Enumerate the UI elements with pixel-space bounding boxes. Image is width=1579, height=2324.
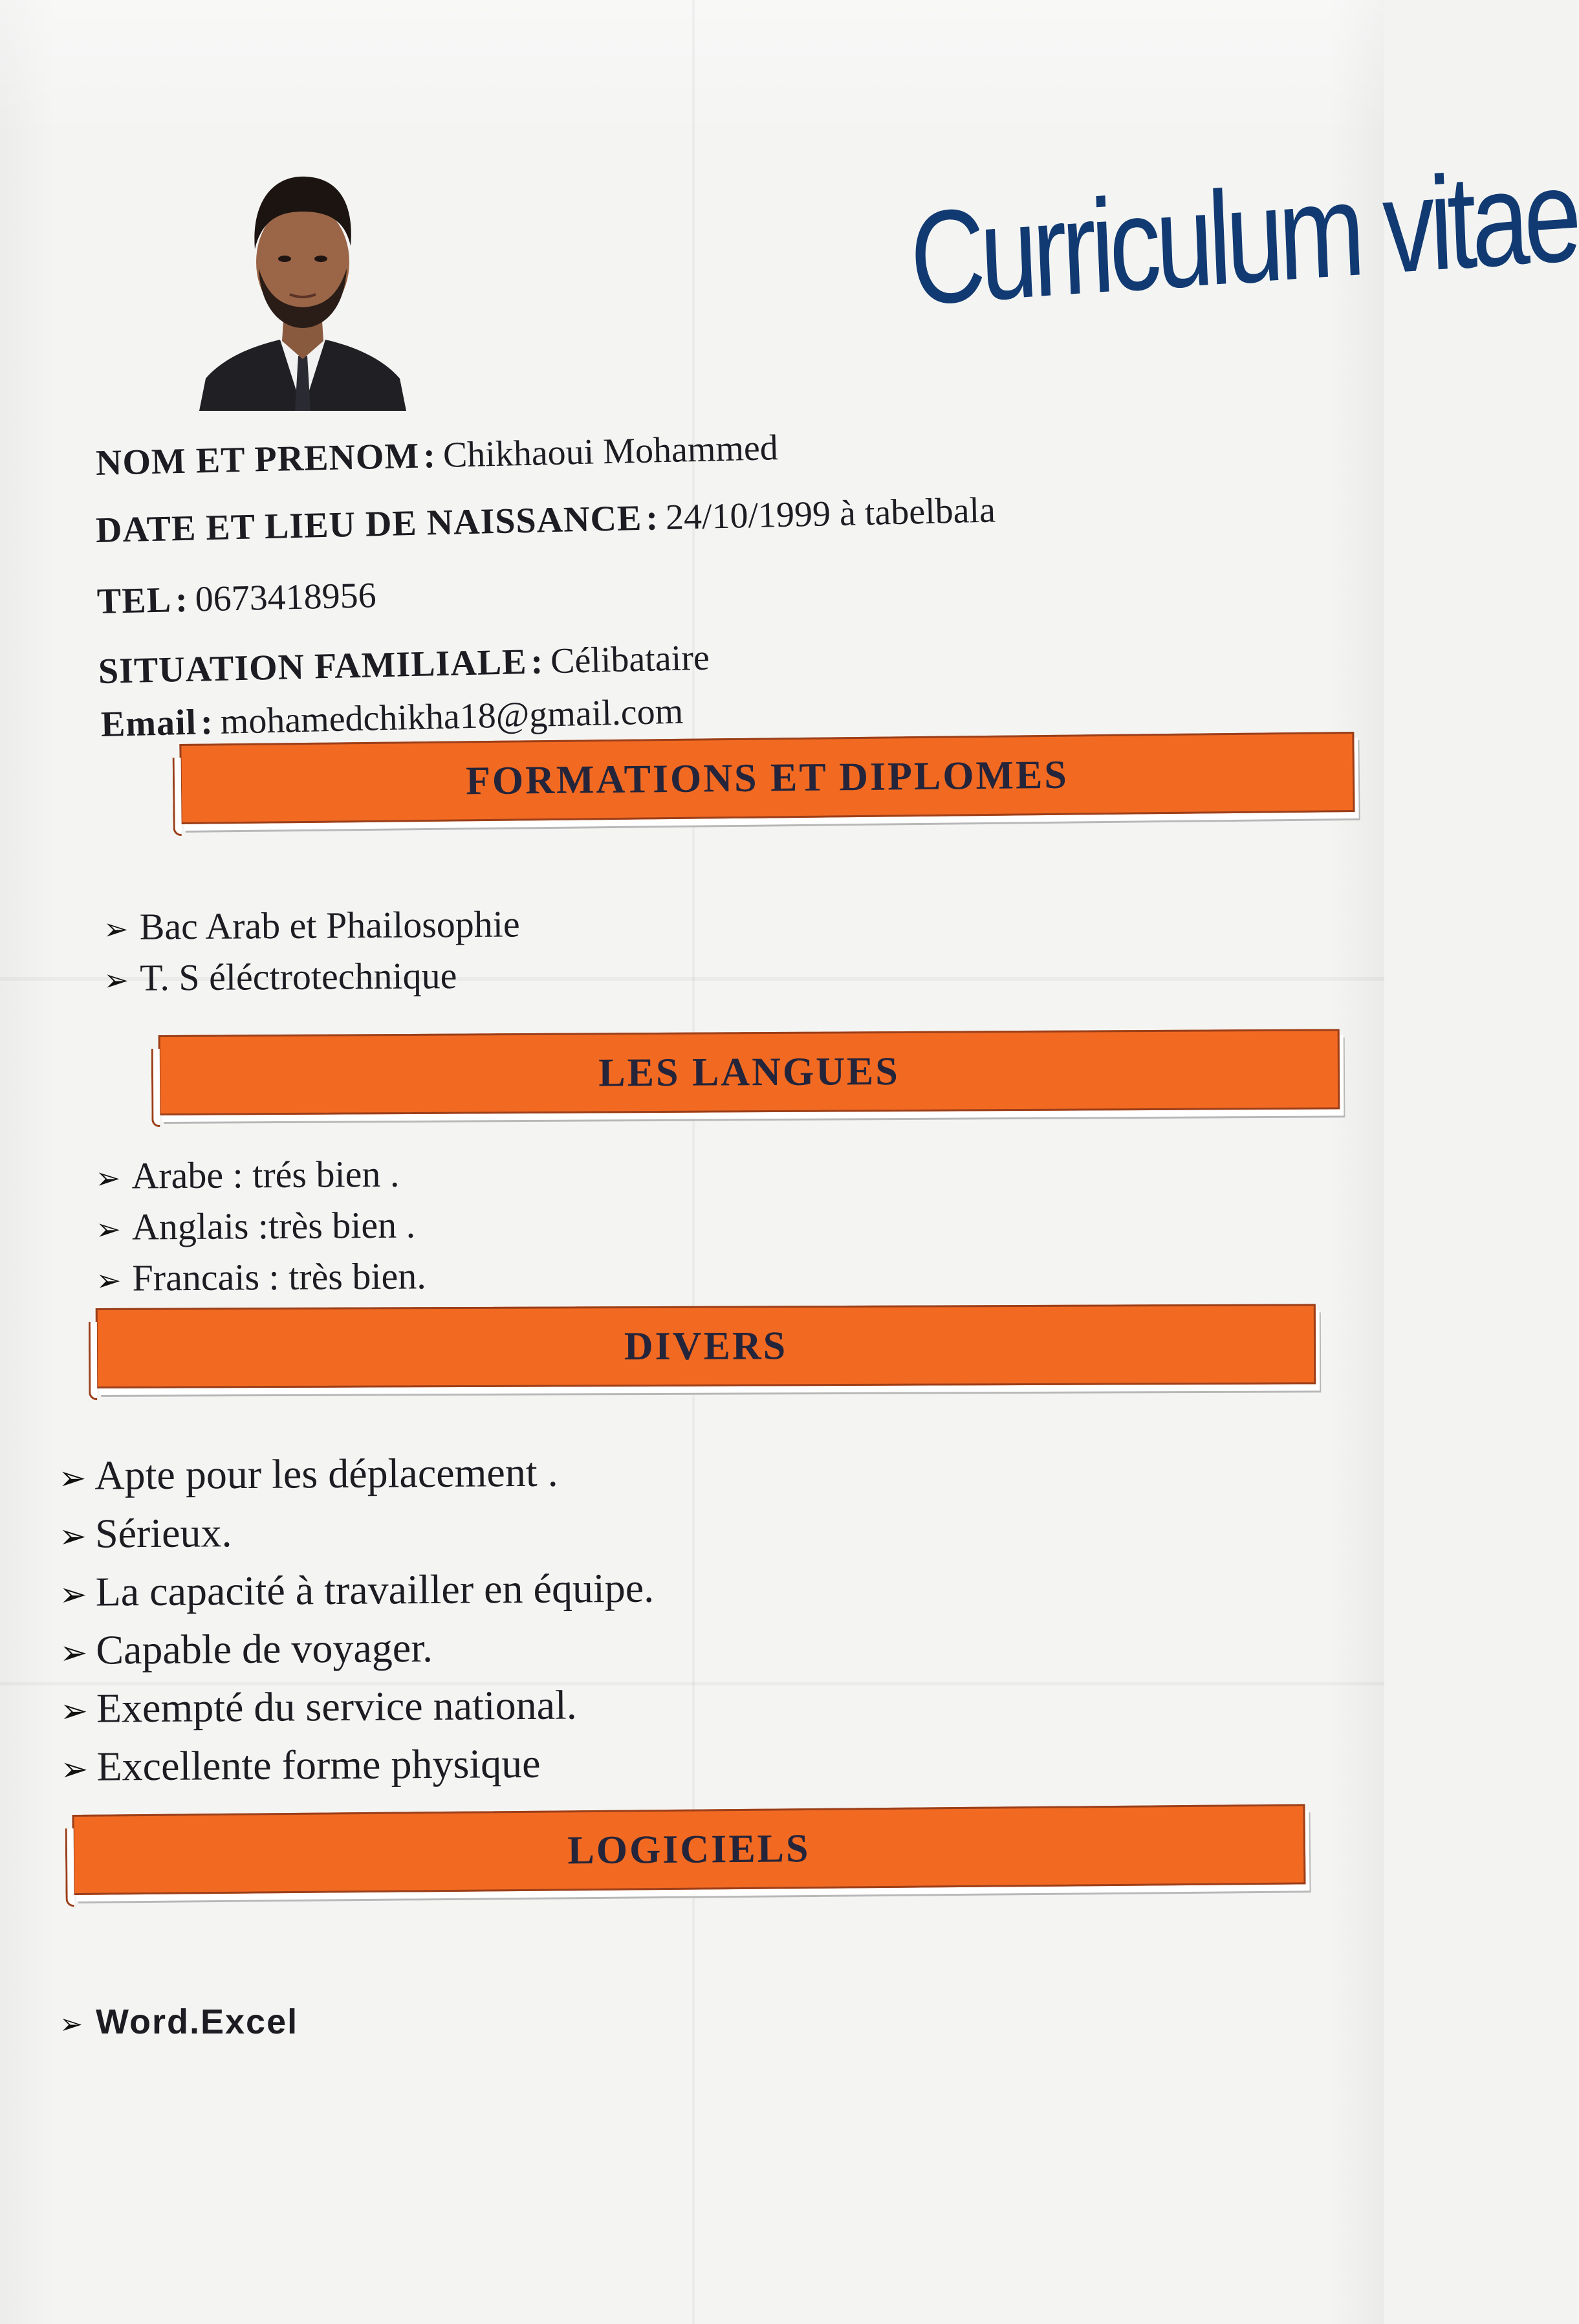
email-row [100, 691, 684, 745]
arrowhead-bullet-icon: ➢ [60, 1691, 89, 1731]
section-title-logiciels: LOGICIELS [567, 1826, 811, 1872]
formations-list [103, 900, 520, 1005]
list-item [96, 1251, 426, 1305]
email-label: Email [100, 702, 197, 745]
langues-list [95, 1149, 426, 1305]
section-banner-logiciels [72, 1804, 1305, 1895]
list-item-text: La capacité à travailler en équipe. [95, 1564, 655, 1615]
section-title-formations: FORMATIONS ET DIPLOMES [465, 752, 1069, 803]
arrowhead-bullet-icon: ➢ [58, 1458, 87, 1498]
list-item-text: Sérieux. [94, 1509, 232, 1557]
arrowhead-bullet-icon: ➢ [60, 2008, 85, 2041]
profile-photo [199, 139, 406, 411]
section-title-divers: DIVERS [624, 1323, 788, 1368]
arrowhead-bullet-icon: ➢ [103, 962, 129, 998]
paper-fold [692, 0, 695, 2324]
name-value: Chikhaoui Mohammed [442, 428, 779, 476]
list-item-text: T. S éléctrotechnique [140, 954, 457, 999]
list-item [103, 900, 519, 954]
email-value: mohamedchikha18@gmail.com [220, 691, 684, 742]
list-item-text: Excellente forme physique [96, 1740, 541, 1790]
list-item [60, 1735, 655, 1797]
separator: : [530, 641, 543, 682]
section-title-langues: LES LANGUES [598, 1049, 900, 1095]
section-banner-langues [158, 1029, 1340, 1115]
family-value: Célibataire [550, 637, 710, 682]
list-item [103, 951, 520, 1005]
arrowhead-bullet-icon: ➢ [60, 1633, 88, 1672]
arrowhead-bullet-icon: ➢ [60, 1749, 89, 1789]
list-item [59, 1561, 654, 1623]
family-label: SITUATION FAMILIALE [98, 641, 528, 692]
list-item-text: Arabe : trés bien . [131, 1152, 400, 1197]
list-item-text: Word.Excel [96, 2002, 299, 2041]
name-label: NOM ET PRENOM [95, 435, 420, 483]
arrowhead-bullet-icon: ➢ [95, 1211, 122, 1247]
arrowhead-bullet-icon: ➢ [59, 1575, 87, 1615]
separator: : [422, 435, 436, 476]
arrowhead-bullet-icon: ➢ [103, 911, 129, 947]
separator: : [645, 498, 659, 538]
list-item-text: Capable de voyager. [96, 1624, 433, 1673]
list-item-text: Francais : très bien. [132, 1255, 426, 1299]
arrowhead-bullet-icon: ➢ [96, 1262, 122, 1298]
birth-value: 24/10/1999 à tabelbala [665, 490, 996, 538]
name-row [95, 430, 778, 481]
document-title: Curriculum vitae [907, 140, 1579, 333]
list-item [96, 1200, 426, 1254]
logiciels-list [60, 1999, 298, 2047]
tel-row [96, 577, 376, 620]
birth-label: DATE ET LIEU DE NAISSANCE [95, 498, 642, 551]
list-item-text: Bac Arab et Phailosophie [139, 903, 520, 948]
list-item [95, 1149, 426, 1203]
list-item-text: Anglais :très bien . [131, 1203, 416, 1248]
list-item [60, 1619, 655, 1681]
separator: : [200, 702, 213, 743]
list-item-text: Apte pour les déplacement . [94, 1449, 558, 1498]
section-banner-divers [96, 1304, 1316, 1388]
list-item [60, 1999, 298, 2047]
divers-list [58, 1444, 655, 1797]
tel-value: 0673418956 [194, 575, 377, 620]
family-row [98, 637, 710, 692]
list-item-text: Exempté du service national. [96, 1682, 577, 1731]
arrowhead-bullet-icon: ➢ [95, 1160, 121, 1196]
section-banner-formations [179, 732, 1355, 824]
arrowhead-bullet-icon: ➢ [58, 1517, 87, 1557]
separator: : [175, 579, 188, 620]
tel-label: TEL [96, 580, 172, 622]
birth-row [95, 492, 996, 549]
list-item [59, 1502, 654, 1564]
list-item [60, 1677, 655, 1739]
list-item [58, 1444, 653, 1506]
